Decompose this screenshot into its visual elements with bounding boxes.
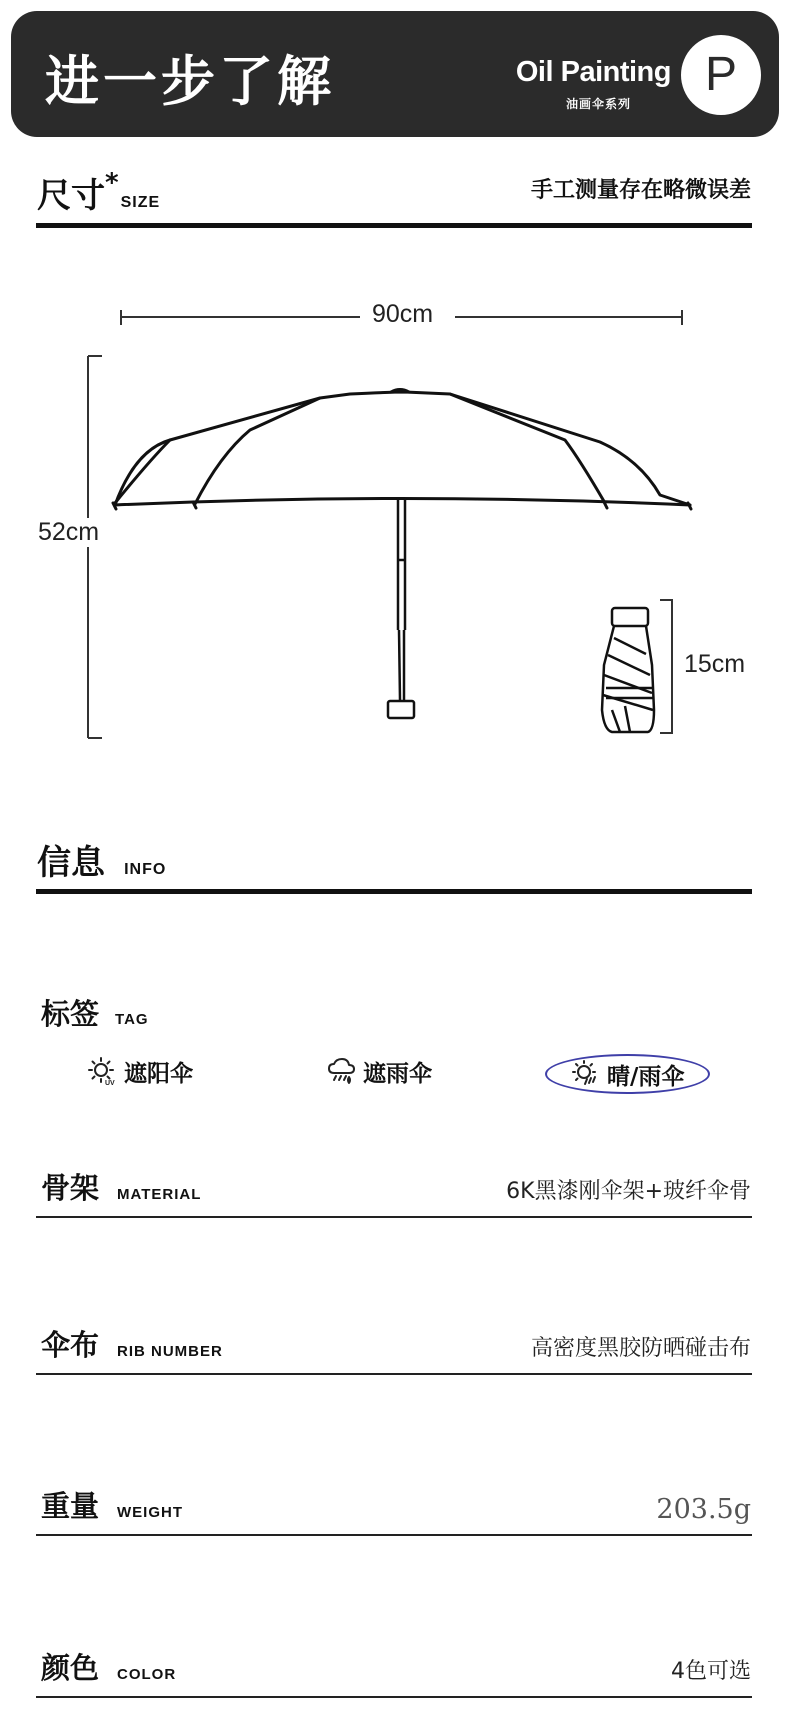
- info-divider: [36, 889, 752, 894]
- sun-uv-icon: [88, 1056, 118, 1086]
- tag-label: [41, 992, 149, 1033]
- row-color: [37, 1643, 753, 1693]
- weight-label-en: WEIGHT: [117, 1504, 183, 1521]
- size-star: *: [105, 168, 119, 198]
- fabric-value: 高密度黑胶防晒碰击布: [530, 1336, 751, 1361]
- height-bracket: [88, 356, 102, 738]
- tag-sun-rain-selected: [545, 1054, 710, 1094]
- tag-rain: [327, 1053, 432, 1089]
- color-value: 4色可选: [671, 1659, 751, 1684]
- color-label-en: COLOR: [117, 1666, 177, 1683]
- banner-title: 进一步了解: [45, 50, 335, 113]
- folded-umbrella: [602, 608, 654, 732]
- material-label-en: MATERIAL: [117, 1186, 202, 1203]
- sun-rain-icon: [571, 1059, 601, 1089]
- tag-subtitle: TAG: [115, 1011, 149, 1028]
- row-divider: [36, 1534, 752, 1536]
- rain-cloud-icon: [327, 1056, 357, 1086]
- size-title: 尺寸: [37, 176, 105, 216]
- svg-text:UV: UV: [105, 1080, 115, 1086]
- row-weight: [37, 1481, 753, 1531]
- size-divider: [36, 223, 752, 228]
- brand-name: Oil Painting: [515, 56, 671, 88]
- tag-title: 标签: [41, 997, 100, 1031]
- brand-badge-logo: P: [681, 35, 761, 115]
- material-value: 6K黑漆刚伞架+玻纤伞骨: [506, 1179, 751, 1204]
- weight-label: 重量: [41, 1489, 100, 1523]
- brand-series: 油画伞系列: [565, 97, 631, 111]
- header-banner: [11, 11, 779, 137]
- fabric-label: 伞布: [41, 1328, 100, 1362]
- row-divider: [36, 1216, 752, 1218]
- row-divider: [36, 1696, 752, 1698]
- weight-value: 203.5g: [656, 1494, 751, 1525]
- tag-sunshade: [88, 1053, 193, 1089]
- info-title: 信息: [37, 843, 105, 883]
- width-dimension: 90cm: [366, 300, 439, 329]
- size-subtitle: SIZE: [120, 194, 161, 211]
- tag-sunshade-label: 遮阳伞: [124, 1060, 193, 1087]
- umbrella-illustration: [0, 270, 790, 770]
- umbrella-diagram: [0, 270, 790, 770]
- size-heading: [37, 168, 753, 218]
- folded-bracket: [660, 600, 672, 733]
- umbrella-shaft: [388, 498, 414, 718]
- info-subtitle: INFO: [124, 861, 167, 878]
- measurement-note: 手工测量存在略微误差: [530, 178, 751, 203]
- fabric-label-en: RIB NUMBER: [117, 1343, 223, 1360]
- tag-sun-rain-label: 晴/雨伞: [607, 1063, 685, 1090]
- material-label: 骨架: [41, 1171, 100, 1205]
- height-dimension: 52cm: [38, 518, 100, 546]
- color-label: 颜色: [41, 1651, 100, 1685]
- row-divider: [36, 1373, 752, 1375]
- folded-dimension: 15cm: [684, 650, 746, 678]
- row-fabric: [37, 1320, 753, 1370]
- tag-rain-label: 遮雨伞: [363, 1060, 432, 1087]
- info-heading: [37, 835, 753, 885]
- row-material: [37, 1163, 753, 1213]
- canopy-outline: [113, 390, 691, 510]
